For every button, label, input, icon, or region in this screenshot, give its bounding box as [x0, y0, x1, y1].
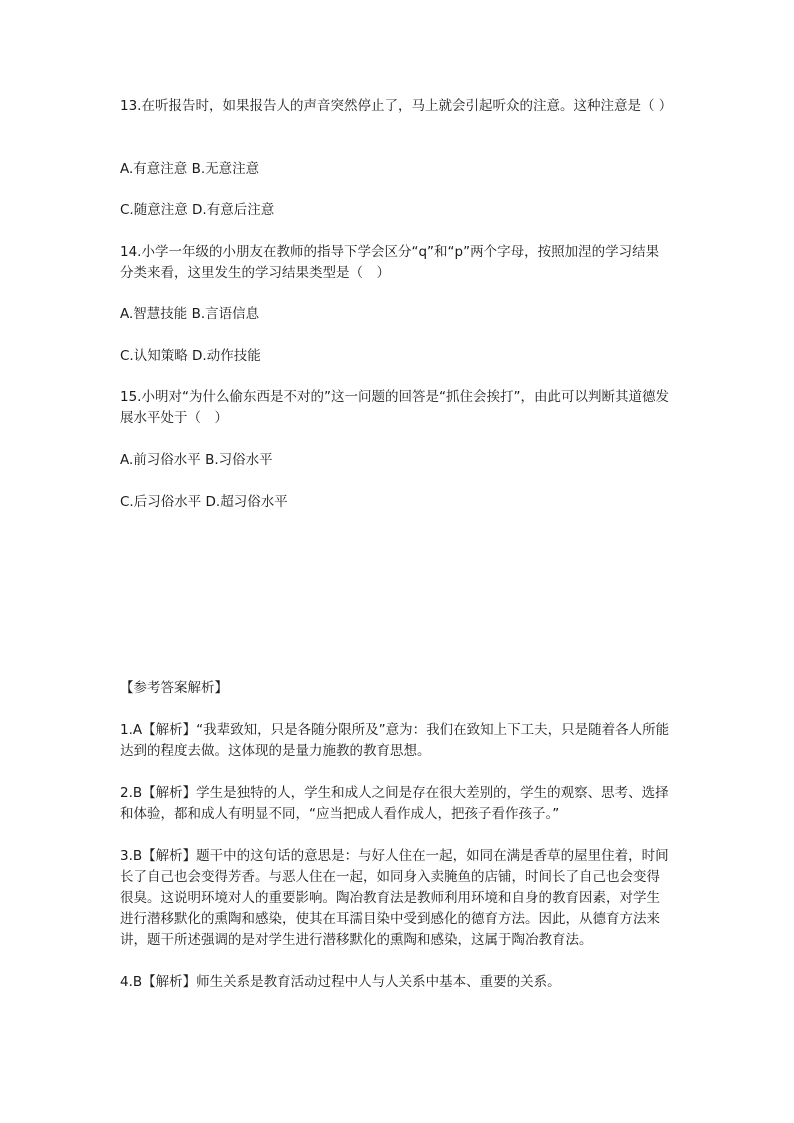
question-15-stem: 15.小明对“为什么偷东西是不对的”这一问题的回答是“抓住会挨打”，由此可以判断其道德发展水平处于（ ）	[120, 389, 669, 426]
answer-1: 1.A【解析】“我辈致知，只是各随分限所及”意为：我们在致知上下工夫，只是随着各人所能达到的程度去做。这体现的是量力施教的教育思想。	[120, 722, 670, 759]
question-15-options-ab: A.前习俗水平 B.习俗水平	[120, 452, 273, 468]
answer-4: 4.B【解析】师生关系是教育活动过程中人与人关系中基本、重要的关系。	[120, 974, 561, 990]
answers-heading: 【参考答案解析】	[120, 680, 228, 696]
question-13-options-ab: A.有意注意 B.无意注意	[120, 161, 260, 177]
question-15-options-cd: C.后习俗水平 D.超习俗水平	[120, 494, 288, 510]
answer-3: 3.B【解析】题干中的这句话的意思是：与好人住在一起，如同在满是香草的屋里住着，时间长了自己也会变得芳香。与恶人住在一起，如同身入卖腌鱼的店铺，时间长了自己也会变得很臭。这说明环境对人的重要影响。陶冶教育法是教师利用环境和自身的教育因素，对学生进行潜移默化的熏陶和感染，使其在耳濡目染中受到感化的德育方法。因此，从德育方法来讲，题干所述强调的是对学生进行潜移默化的熏陶和感染，这属于陶冶教育法。	[120, 848, 669, 948]
answer-2: 2.B【解析】学生是独特的人，学生和成人之间是存在很大差别的，学生的观察、思考、选择和体验，都和成人有明显不同，“应当把成人看作成人，把孩子看作孩子。”	[120, 785, 669, 822]
question-14-options-ab: A.智慧技能 B.言语信息	[120, 306, 260, 322]
question-14-options-cd: C.认知策略 D.动作技能	[120, 348, 261, 364]
question-13-options-cd: C.随意注意 D.有意后注意	[120, 202, 275, 218]
question-13-stem: 13.在听报告时，如果报告人的声音突然停止了，马上就会引起听众的注意。这种注意是（ ）	[120, 98, 673, 114]
question-14-stem: 14.小学一年级的小朋友在教师的指导下学会区分“q”和“p”两个字母，按照加涅的学习结果分类来看，这里发生的学习结果类型是（ ）	[120, 244, 660, 281]
